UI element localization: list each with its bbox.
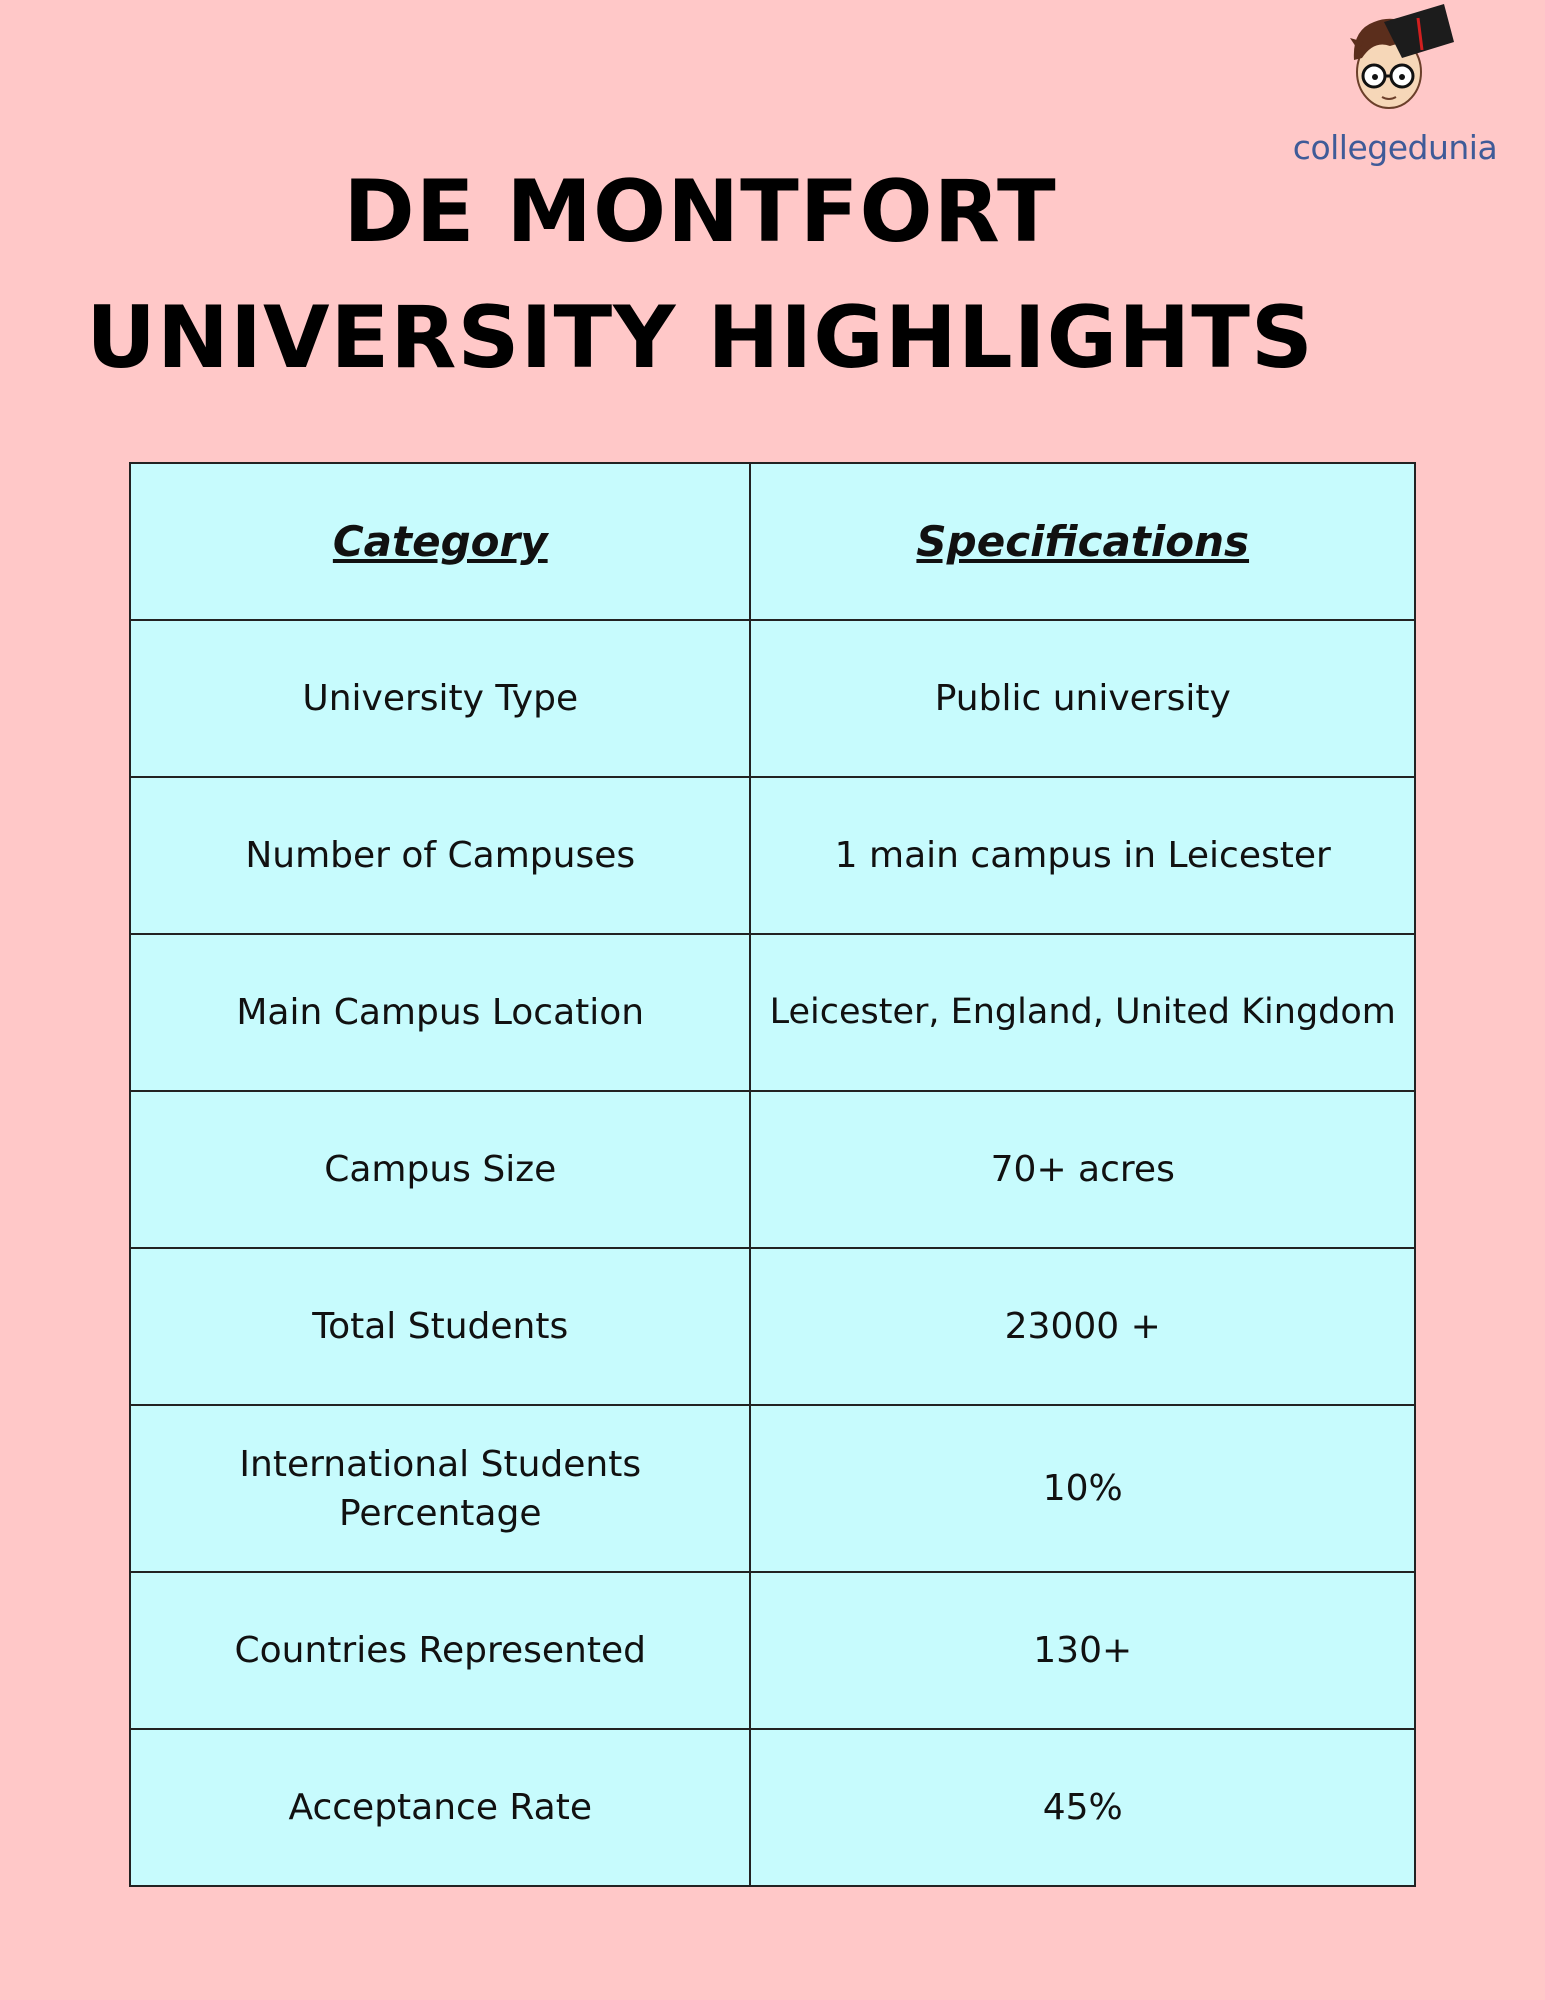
spec-cell: Public university xyxy=(750,620,1415,777)
logo-wordmark: collegedunia xyxy=(1292,128,1498,167)
graduate-mascot-icon xyxy=(1344,0,1454,125)
category-cell: University Type xyxy=(130,620,750,777)
spec-cell: 10% xyxy=(750,1405,1415,1572)
spec-cell: Leicester, England, United Kingdom xyxy=(750,934,1415,1091)
table-row xyxy=(130,1091,1415,1248)
page-title-line-1: DE MONTFORT xyxy=(343,162,1057,262)
category-cell: Acceptance Rate xyxy=(130,1729,750,1886)
column-header-specifications: Specifications xyxy=(750,463,1415,620)
category-cell: International Students Percentage xyxy=(130,1405,750,1572)
table-row xyxy=(130,1729,1415,1886)
table-row xyxy=(130,1248,1415,1405)
spec-cell: 45% xyxy=(750,1729,1415,1886)
category-cell: Main Campus Location xyxy=(130,934,750,1091)
category-cell: Number of Campuses xyxy=(130,777,750,934)
spec-cell: 23000 + xyxy=(750,1248,1415,1405)
table-header-row xyxy=(130,463,1415,620)
table-row xyxy=(130,1572,1415,1729)
table-row xyxy=(130,777,1415,934)
page-title-line-2: UNIVERSITY HIGHLIGHTS xyxy=(86,288,1314,388)
column-header-category: Category xyxy=(130,463,750,620)
spec-cell: 1 main campus in Leicester xyxy=(750,777,1415,934)
spec-cell: 130+ xyxy=(750,1572,1415,1729)
highlights-table xyxy=(129,462,1416,1887)
category-cell: Campus Size xyxy=(130,1091,750,1248)
category-cell: Total Students xyxy=(130,1248,750,1405)
collegedunia-logo xyxy=(1290,0,1500,175)
spec-cell: 70+ acres xyxy=(750,1091,1415,1248)
category-cell: Countries Represented xyxy=(130,1572,750,1729)
table-row xyxy=(130,1405,1415,1572)
table-row xyxy=(130,934,1415,1091)
table-row xyxy=(130,620,1415,777)
